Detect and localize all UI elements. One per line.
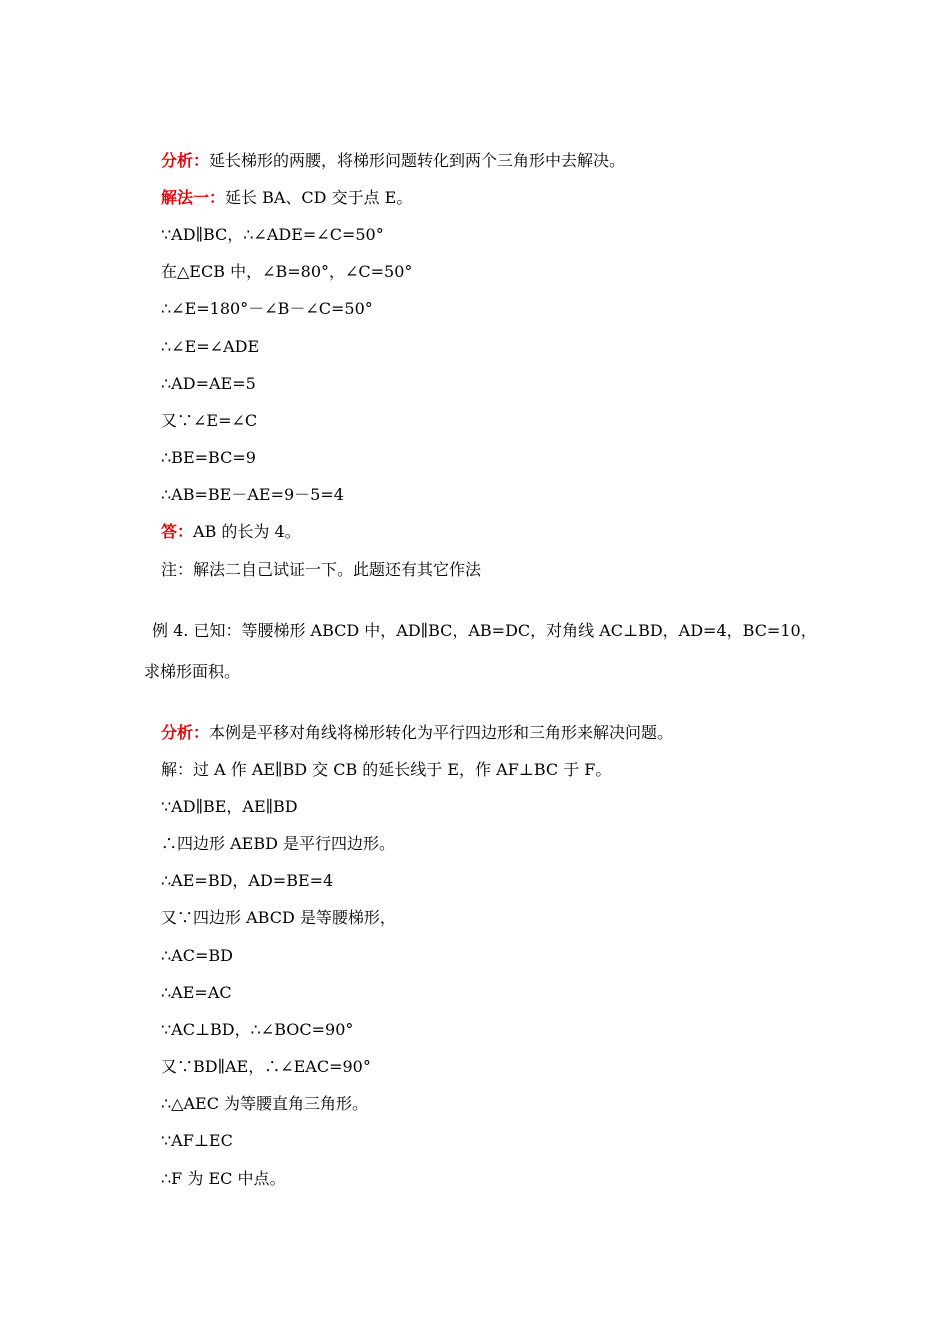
step-line: ∴F 为 EC 中点。	[161, 1169, 286, 1188]
step-line: 又∵BD∥AE，∴∠EAC=90°	[161, 1057, 371, 1076]
step-line: ∴AD=AE=5	[161, 374, 256, 393]
step-line: ∴AB=BE－AE=9－5=4	[161, 485, 344, 504]
answer-text: AB 的长为 4。	[193, 522, 301, 541]
answer-line	[161, 521, 301, 543]
step-line: 又∵四边形 ABCD 是等腰梯形，	[161, 908, 396, 927]
method1-line	[161, 187, 412, 209]
method1-text: 延长 BA、CD 交于点 E。	[225, 188, 413, 207]
step-line: 解：过 A 作 AE∥BD 交 CB 的延长线于 E，作 AF⊥BC 于 F。	[161, 760, 612, 779]
step-line: ∵AF⊥EC	[161, 1131, 233, 1150]
example4-line-2: 求梯形面积。	[144, 662, 241, 681]
step-line: ∴∠E=∠ADE	[161, 337, 260, 356]
analysis-text: 本例是平移对角线将梯形转化为平行四边形和三角形来解决问题。	[209, 723, 674, 742]
step-line: ∴∠E=180°－∠B－∠C=50°	[161, 299, 373, 318]
step-line: ∴四边形 AEBD 是平行四边形。	[161, 834, 395, 853]
method1-label: 解法一：	[161, 188, 226, 207]
step-line: ∴AC=BD	[161, 946, 233, 965]
analysis-label: 分析：	[161, 723, 210, 742]
analysis-line-1	[161, 150, 625, 172]
step-line: 在△ECB 中，∠B=80°，∠C=50°	[161, 262, 413, 281]
step-line: ∴AE=AC	[161, 983, 232, 1002]
step-line: ∵AC⊥BD，∴∠BOC=90°	[161, 1020, 354, 1039]
analysis-text: 延长梯形的两腰，将梯形问题转化到两个三角形中去解决。	[209, 151, 626, 170]
step-line: ∵AD∥BE，AE∥BD	[161, 797, 298, 816]
step-line: 又∵∠E=∠C	[161, 411, 258, 430]
analysis-line-2	[161, 722, 673, 744]
step-line: ∴△AEC 为等腰直角三角形。	[161, 1094, 369, 1113]
step-line: ∴AE=BD，AD=BE=4	[161, 871, 334, 890]
analysis-label: 分析：	[161, 151, 210, 170]
step-line: ∴BE=BC=9	[161, 448, 256, 467]
answer-label: 答：	[161, 522, 194, 541]
example4-line-1: 例 4. 已知：等腰梯形 ABCD 中，AD∥BC，AB=DC，对角线 AC⊥BD，AD=4，BC=10，	[152, 621, 817, 640]
note-line: 注：解法二自己试证一下。此题还有其它作法	[161, 560, 482, 579]
step-line: ∵AD∥BC，∴∠ADE=∠C=50°	[161, 225, 384, 244]
